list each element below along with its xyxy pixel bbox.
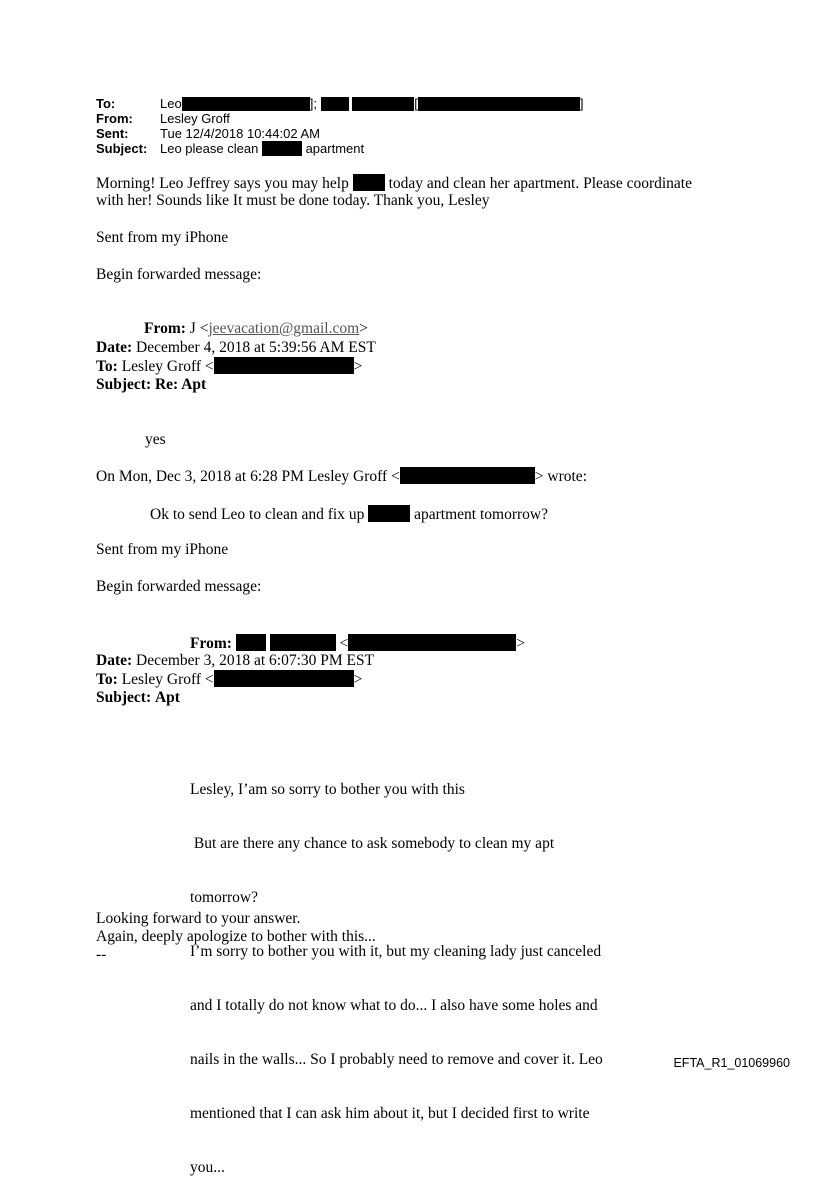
fwd-subject-row bbox=[96, 376, 206, 394]
redaction bbox=[236, 634, 266, 651]
subject-label: Subject: bbox=[96, 376, 152, 393]
redaction bbox=[214, 357, 354, 374]
date-label: Date: bbox=[96, 339, 133, 356]
sent-row bbox=[96, 126, 320, 141]
body-line: I’m sorry to bother you with it, but my cleaning lady just canceled bbox=[190, 943, 602, 960]
subject-label: Subject: bbox=[96, 689, 152, 706]
fwd-from-row bbox=[190, 634, 525, 653]
fwd-to-row bbox=[96, 670, 362, 689]
begin-forwarded: Begin forwarded message: bbox=[96, 266, 262, 283]
message-text: today and clean her apartment. Please coordinate bbox=[388, 175, 692, 192]
from-row bbox=[96, 111, 230, 126]
from-label: From: bbox=[190, 635, 232, 652]
to-label: To: bbox=[96, 671, 118, 688]
redaction bbox=[348, 634, 516, 651]
subject-text: apartment bbox=[305, 141, 365, 156]
sent-from-iphone: Sent from my iPhone bbox=[96, 229, 229, 246]
to-row bbox=[96, 96, 584, 111]
body-line: nails in the walls... So I probably need to remove and cover it. Leo bbox=[190, 1051, 603, 1068]
to-label: To: bbox=[96, 358, 118, 375]
redaction bbox=[321, 97, 349, 111]
bracket: > bbox=[516, 635, 526, 652]
quote-text: apartment tomorrow? bbox=[414, 506, 548, 523]
to-label: To: bbox=[96, 96, 116, 111]
redaction bbox=[418, 97, 580, 111]
to-separator: ]; bbox=[309, 96, 317, 111]
to-value: Lesley Groff < bbox=[121, 358, 214, 375]
subject-text: Leo please clean bbox=[160, 141, 259, 156]
to-name: Leo bbox=[160, 96, 182, 111]
redaction bbox=[182, 97, 310, 111]
redaction bbox=[262, 141, 302, 156]
closing-line: Again, deeply apologize to bother with this... bbox=[96, 928, 376, 945]
sent-value: Tue 12/4/2018 10:44:02 AM bbox=[160, 126, 320, 141]
redaction bbox=[368, 505, 410, 522]
sent-from-iphone: Sent from my iPhone bbox=[96, 541, 229, 558]
date-value: December 3, 2018 at 6:07:30 PM EST bbox=[136, 652, 375, 669]
fwd-date-row bbox=[96, 339, 376, 357]
body-line: you... bbox=[190, 1159, 225, 1176]
to-value: Lesley Groff < bbox=[121, 671, 214, 688]
from-label: From: bbox=[144, 320, 186, 337]
fwd-date-row bbox=[96, 652, 374, 670]
quote-text: Ok to send Leo to clean and fix up bbox=[150, 506, 365, 523]
message-line: with her! Sounds like It must be done today. Thank you, Lesley bbox=[96, 192, 490, 209]
quote-text: > wrote: bbox=[534, 468, 587, 485]
subject-label: Subject: bbox=[96, 141, 148, 156]
date-value: December 4, 2018 at 5:39:56 AM EST bbox=[136, 339, 376, 356]
sent-label: Sent: bbox=[96, 126, 129, 141]
body-line: Lesley, I’am so sorry to bother you with this bbox=[190, 781, 465, 798]
fwd-to-row bbox=[96, 357, 362, 376]
redaction bbox=[352, 97, 414, 111]
redaction bbox=[270, 634, 336, 651]
body-line: But are there any chance to ask somebody to clean my apt bbox=[190, 835, 555, 852]
redaction bbox=[400, 467, 535, 484]
body-line: and I totally do not know what to do... I also have some holes and bbox=[190, 997, 598, 1014]
fwd-body bbox=[190, 745, 603, 1195]
to-value bbox=[160, 96, 583, 111]
to-bracket: [ bbox=[414, 96, 418, 111]
fwd-from-row bbox=[144, 320, 368, 338]
body-line: tomorrow? bbox=[190, 889, 259, 906]
closing-line: Looking forward to your answer. bbox=[96, 910, 301, 927]
from-name: J < bbox=[189, 320, 209, 337]
date-label: Date: bbox=[96, 652, 133, 669]
redaction bbox=[353, 174, 385, 191]
quote-body bbox=[150, 505, 548, 524]
email-link[interactable]: jeevacation@gmail.com bbox=[208, 320, 360, 337]
subject-value: Apt bbox=[154, 689, 180, 706]
subject-row bbox=[96, 141, 365, 156]
from-label: From: bbox=[96, 111, 133, 126]
bracket: < bbox=[339, 635, 349, 652]
begin-forwarded: Begin forwarded message: bbox=[96, 578, 262, 595]
message-line bbox=[96, 174, 692, 193]
message-text: Morning! Leo Jeffrey says you may help bbox=[96, 175, 349, 192]
fwd-body: yes bbox=[145, 431, 166, 448]
bracket: > bbox=[353, 671, 363, 688]
document-id: EFTA_R1_01069960 bbox=[673, 1056, 790, 1070]
fwd-subject-row bbox=[96, 689, 180, 707]
body-line: mentioned that I can ask him about it, but I decided first to write bbox=[190, 1105, 590, 1122]
quote-attribution bbox=[96, 467, 587, 486]
redaction bbox=[214, 670, 354, 687]
to-bracket: ] bbox=[579, 96, 584, 111]
subject-value: Re: Apt bbox=[154, 376, 207, 393]
signature-separator: -- bbox=[96, 946, 107, 963]
from-value: Lesley Groff bbox=[160, 111, 230, 126]
subject-value bbox=[160, 141, 364, 156]
bracket: > bbox=[359, 320, 368, 337]
bracket: > bbox=[353, 358, 363, 375]
quote-text: On Mon, Dec 3, 2018 at 6:28 PM Lesley Groff < bbox=[96, 468, 400, 485]
